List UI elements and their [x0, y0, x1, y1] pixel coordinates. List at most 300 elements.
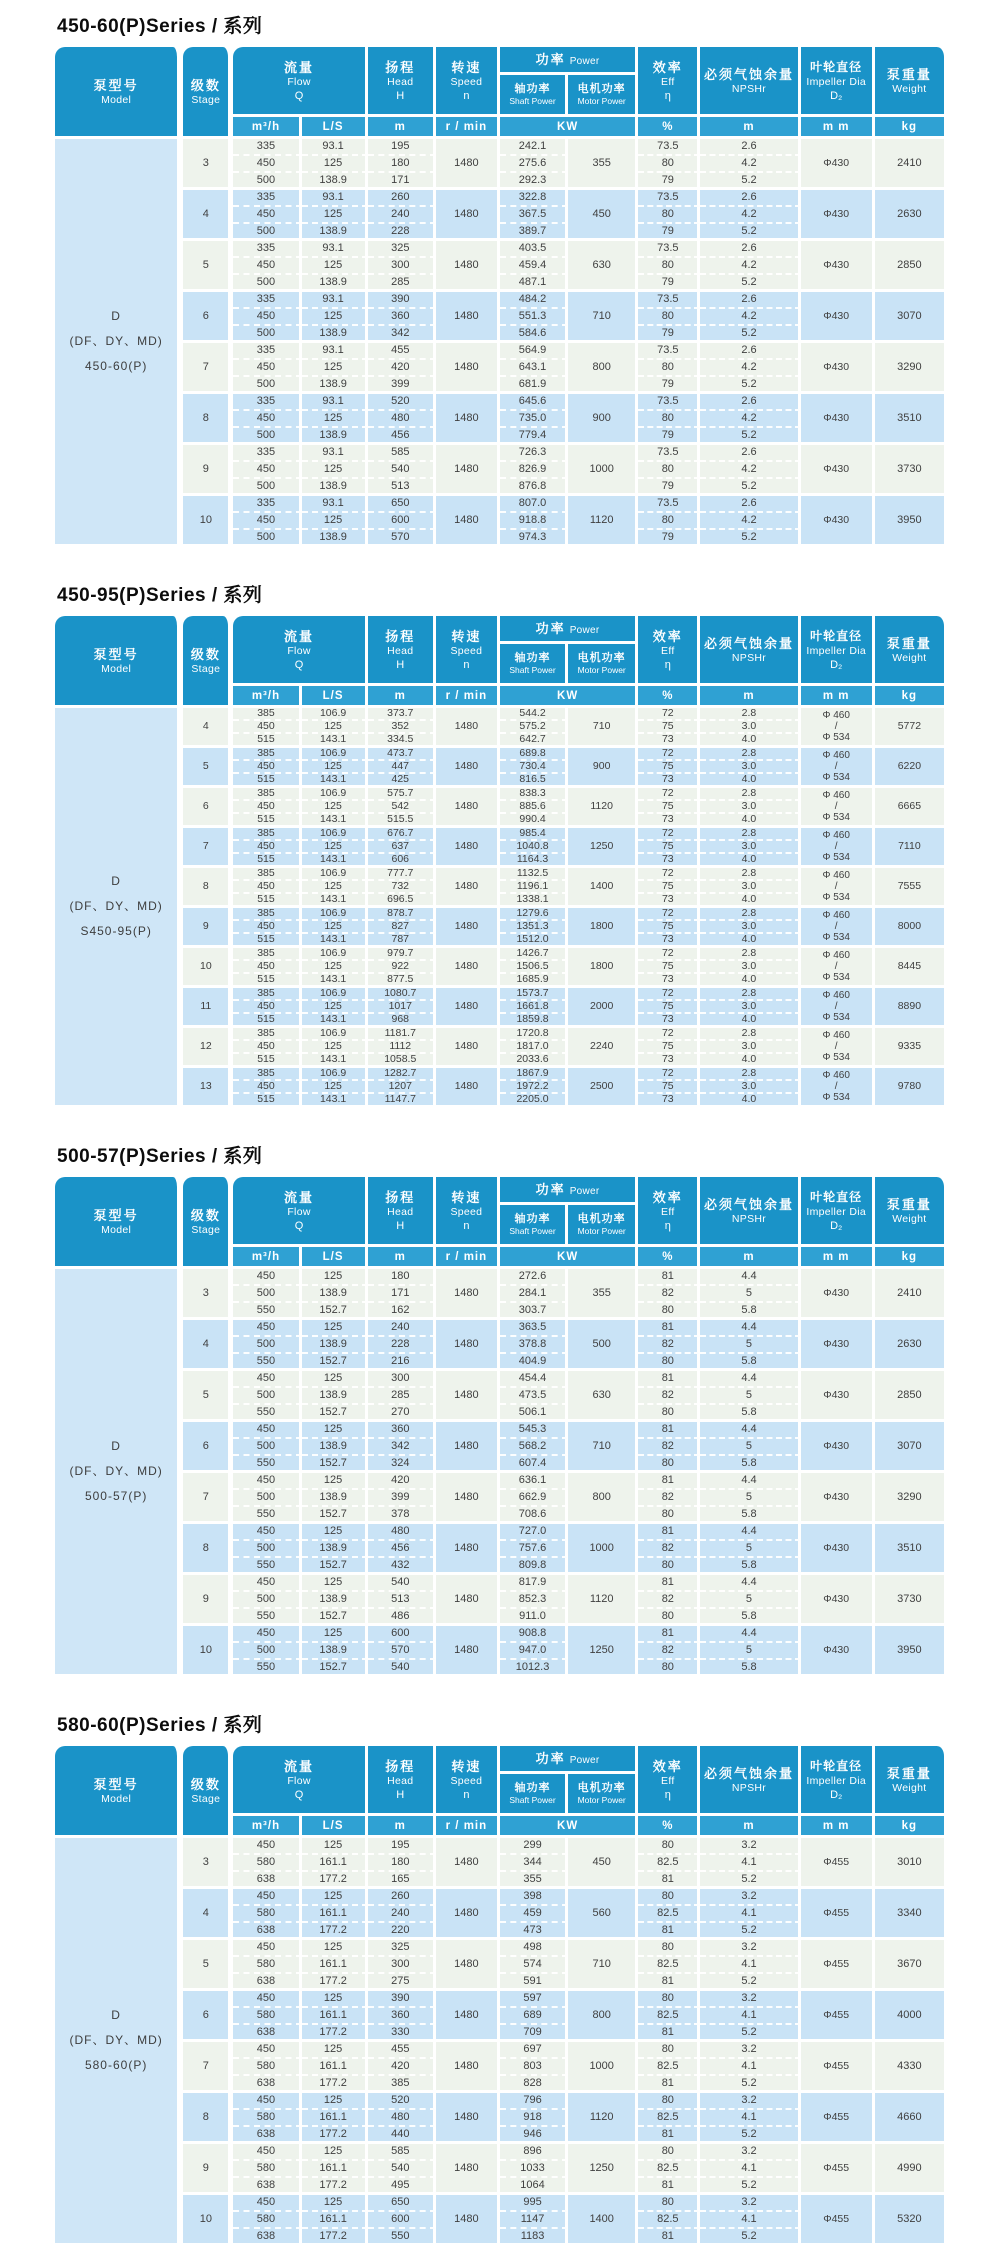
cell-flow-m3h: 450 — [233, 1940, 301, 1957]
cell-npshr: 2.6 — [700, 139, 800, 156]
cell-head: 515.5 — [368, 814, 436, 828]
cell-impeller-dia — [801, 1068, 875, 1108]
cell-shaft-power: 459.4 — [500, 258, 568, 275]
unit-weight-kg: kg — [875, 1247, 947, 1269]
impeller-label-zh: 叶轮直径 — [810, 628, 863, 643]
cell-stage: 8 — [183, 868, 233, 908]
cell-shaft-power: 1338.1 — [500, 894, 568, 908]
cell-head: 425 — [368, 774, 436, 788]
cell-speed: 1480 — [436, 1626, 500, 1677]
model-label-zh: 泵型号 — [93, 1776, 139, 1792]
cell-flow-m3h: 385 — [233, 828, 301, 841]
cell-eff: 73 — [638, 1054, 700, 1068]
cell-flow-m3h: 450 — [233, 961, 301, 974]
cell-eff: 72 — [638, 1028, 700, 1041]
cell-eff: 81 — [638, 1923, 700, 1940]
stage-subrow — [55, 1422, 947, 1439]
cell-head: 285 — [368, 1388, 436, 1405]
cell-flow-ls: 143.1 — [302, 1014, 368, 1028]
cell-head: 637 — [368, 841, 436, 854]
cell-eff: 80 — [638, 1940, 700, 1957]
col-header-eff — [638, 47, 700, 117]
cell-eff: 73 — [638, 814, 700, 828]
cell-head: 1181.7 — [368, 1028, 436, 1041]
cell-shaft-power: 454.4 — [500, 1371, 568, 1388]
cell-head: 440 — [368, 2127, 436, 2144]
cell-shaft-power: 1972.2 — [500, 1081, 568, 1094]
cell-weight: 3070 — [875, 292, 947, 343]
shaft-label-zh: 轴功率 — [514, 652, 551, 664]
col-header-impeller — [801, 616, 875, 686]
cell-flow-m3h: 638 — [233, 1923, 301, 1940]
cell-flow-m3h: 450 — [233, 2144, 301, 2161]
cell-eff: 81 — [638, 1872, 700, 1889]
col-header-weight — [875, 1177, 947, 1247]
cell-npshr: 5.2 — [700, 2025, 800, 2042]
cell-head: 399 — [368, 1490, 436, 1507]
cell-motor-power: 900 — [568, 394, 638, 445]
cell-stage: 5 — [183, 1371, 233, 1422]
cell-motor-power: 1000 — [568, 2042, 638, 2093]
cell-npshr: 3.0 — [700, 1041, 800, 1054]
cell-flow-m3h: 385 — [233, 908, 301, 921]
cell-head: 300 — [368, 1957, 436, 1974]
cell-head: 216 — [368, 1354, 436, 1371]
flow-label-zh: 流量 — [284, 1758, 315, 1774]
cell-flow-m3h: 450 — [233, 411, 301, 428]
speed-label-en: Speed — [450, 644, 483, 657]
cell-eff: 81 — [638, 2178, 700, 2195]
cell-speed: 1480 — [436, 748, 500, 788]
cell-flow-ls: 125 — [302, 881, 368, 894]
cell-shaft-power: 838.3 — [500, 788, 568, 801]
cell-flow-ls: 161.1 — [302, 2161, 368, 2178]
speed-symbol: n — [463, 89, 470, 102]
cell-head: 1058.5 — [368, 1054, 436, 1068]
cell-eff: 79 — [638, 530, 700, 547]
impeller-symbol: D₂ — [830, 658, 843, 671]
cell-shaft-power: 779.4 — [500, 428, 568, 445]
cell-shaft-power: 459 — [500, 1906, 568, 1923]
cell-flow-m3h: 515 — [233, 774, 301, 788]
cell-head: 325 — [368, 1940, 436, 1957]
cell-eff: 75 — [638, 1041, 700, 1054]
unit-power-kw: KW — [500, 1247, 638, 1269]
stage-label-zh: 级数 — [190, 646, 221, 662]
cell-flow-ls: 125 — [302, 1889, 368, 1906]
cell-flow-ls: 161.1 — [302, 2212, 368, 2229]
cell-eff: 81 — [638, 1974, 700, 1991]
flow-label-en: Flow — [287, 75, 311, 88]
cell-impeller-dia — [801, 394, 875, 445]
cell-flow-ls: 143.1 — [302, 774, 368, 788]
cell-flow-m3h: 500 — [233, 275, 301, 292]
cell-head: 600 — [368, 2212, 436, 2229]
cell-motor-power: 1400 — [568, 2195, 638, 2246]
cell-flow-ls: 138.9 — [302, 1592, 368, 1609]
cell-motor-power: 1120 — [568, 2093, 638, 2144]
impeller-line: Φ 460 — [822, 790, 850, 801]
cell-flow-ls: 93.1 — [302, 241, 368, 258]
stage-subrow — [55, 2042, 947, 2059]
weight-label-zh: 泵重量 — [886, 66, 932, 82]
cell-speed: 1480 — [436, 394, 500, 445]
col-header-npshr — [700, 1746, 800, 1816]
cell-flow-m3h: 335 — [233, 343, 301, 360]
cell-stage: 3 — [183, 1838, 233, 1889]
cell-flow-m3h: 450 — [233, 1991, 301, 2008]
impeller-line: Φ455 — [823, 2162, 850, 2174]
cell-speed: 1480 — [436, 1524, 500, 1575]
cell-motor-power: 1120 — [568, 788, 638, 828]
cell-head: 390 — [368, 292, 436, 309]
impeller-line: Φ 460 — [822, 830, 850, 841]
cell-flow-m3h: 450 — [233, 1371, 301, 1388]
cell-shaft-power: 299 — [500, 1838, 568, 1855]
cell-npshr: 5 — [700, 1337, 800, 1354]
cell-motor-power: 2500 — [568, 1068, 638, 1108]
cell-head: 455 — [368, 2042, 436, 2059]
cell-head: 696.5 — [368, 894, 436, 908]
series-section — [55, 1710, 947, 2246]
cell-flow-m3h: 580 — [233, 1957, 301, 1974]
cell-shaft-power: 1183 — [500, 2229, 568, 2246]
impeller-line: Φ 534 — [822, 1052, 850, 1063]
cell-speed: 1480 — [436, 1028, 500, 1068]
cell-flow-m3h: 638 — [233, 2076, 301, 2093]
series-section — [55, 11, 947, 547]
power-label-zh: 功率 — [535, 51, 566, 67]
unit-flow-m3h: m³/h — [233, 686, 301, 708]
cell-flow-ls: 177.2 — [302, 1872, 368, 1889]
cell-shaft-power: 828 — [500, 2076, 568, 2093]
cell-impeller-dia — [801, 868, 875, 908]
col-header-model — [55, 616, 183, 708]
cell-eff: 80 — [638, 1405, 700, 1422]
cell-stage: 7 — [183, 2042, 233, 2093]
cell-flow-ls: 125 — [302, 258, 368, 275]
cell-stage: 10 — [183, 1626, 233, 1677]
cell-weight: 5320 — [875, 2195, 947, 2246]
cell-flow-m3h: 450 — [233, 1320, 301, 1337]
cell-flow-ls: 125 — [302, 921, 368, 934]
stage-subrow — [55, 828, 947, 841]
cell-head: 240 — [368, 1320, 436, 1337]
cell-npshr: 4.1 — [700, 1957, 800, 1974]
cell-eff: 82 — [638, 1337, 700, 1354]
cell-speed: 1480 — [436, 1068, 500, 1108]
cell-eff: 81 — [638, 2076, 700, 2093]
motor-label-zh: 电机功率 — [577, 652, 626, 664]
stage-label-zh: 级数 — [190, 77, 221, 93]
cell-shaft-power: 947.0 — [500, 1643, 568, 1660]
cell-flow-m3h: 335 — [233, 394, 301, 411]
cell-npshr: 5.2 — [700, 1923, 800, 1940]
impeller-line: Φ430 — [823, 1593, 850, 1605]
unit-head-m: m — [368, 1247, 436, 1269]
speed-symbol: n — [463, 658, 470, 671]
cell-npshr: 5.2 — [700, 224, 800, 241]
cell-npshr: 2.8 — [700, 828, 800, 841]
cell-weight: 6220 — [875, 748, 947, 788]
cell-eff: 82 — [638, 1490, 700, 1507]
pump-spec-table — [55, 47, 947, 547]
cell-head: 486 — [368, 1609, 436, 1626]
cell-npshr: 5.2 — [700, 530, 800, 547]
motor-label-zh: 电机功率 — [577, 83, 626, 95]
impeller-line: Φ430 — [823, 310, 850, 322]
cell-motor-power: 1800 — [568, 948, 638, 988]
cell-speed: 1480 — [436, 2144, 500, 2195]
cell-flow-m3h: 500 — [233, 428, 301, 445]
cell-shaft-power: 1164.3 — [500, 854, 568, 868]
flow-symbol: Q — [294, 1219, 304, 1232]
unit-impeller-mm: m m — [801, 1816, 875, 1838]
cell-npshr: 4.1 — [700, 2212, 800, 2229]
cell-flow-ls: 143.1 — [302, 854, 368, 868]
cell-eff: 73.5 — [638, 292, 700, 309]
cell-shaft-power: 242.1 — [500, 139, 568, 156]
cell-npshr: 5 — [700, 1286, 800, 1303]
cell-eff: 80 — [638, 207, 700, 224]
cell-eff: 80 — [638, 411, 700, 428]
cell-head: 570 — [368, 1643, 436, 1660]
cell-npshr: 5.2 — [700, 377, 800, 394]
cell-impeller-dia — [801, 1320, 875, 1371]
cell-flow-m3h: 500 — [233, 224, 301, 241]
col-header-stage — [183, 1746, 233, 1838]
cell-flow-ls: 125 — [302, 1473, 368, 1490]
cell-head: 922 — [368, 961, 436, 974]
cell-shaft-power: 1147 — [500, 2212, 568, 2229]
cell-flow-ls: 152.7 — [302, 1507, 368, 1524]
cell-motor-power: 1120 — [568, 1575, 638, 1626]
cell-shaft-power: 398 — [500, 1889, 568, 1906]
head-label-zh: 扬程 — [385, 59, 416, 75]
flow-label-zh: 流量 — [284, 628, 315, 644]
cell-flow-ls: 143.1 — [302, 974, 368, 988]
cell-head: 447 — [368, 761, 436, 774]
cell-flow-m3h: 638 — [233, 2025, 301, 2042]
impeller-line: Φ455 — [823, 2060, 850, 2072]
cell-head: 600 — [368, 1626, 436, 1643]
cell-flow-ls: 138.9 — [302, 1388, 368, 1405]
cell-shaft-power: 551.3 — [500, 309, 568, 326]
cell-eff: 80 — [638, 462, 700, 479]
cell-shaft-power: 1512.0 — [500, 934, 568, 948]
cell-flow-m3h: 450 — [233, 881, 301, 894]
impeller-line: Φ430 — [823, 259, 850, 271]
cell-shaft-power: 826.9 — [500, 462, 568, 479]
cell-flow-m3h: 385 — [233, 708, 301, 721]
cell-flow-m3h: 550 — [233, 1660, 301, 1677]
cell-head: 1017 — [368, 1001, 436, 1014]
cell-shaft-power: 484.2 — [500, 292, 568, 309]
cell-shaft-power: 807.0 — [500, 496, 568, 513]
cell-eff: 82 — [638, 1643, 700, 1660]
cell-flow-m3h: 550 — [233, 1456, 301, 1473]
unit-flow-ls: L/S — [302, 1247, 368, 1269]
weight-label-en: Weight — [892, 1212, 927, 1225]
cell-flow-m3h: 335 — [233, 496, 301, 513]
cell-stage: 3 — [183, 139, 233, 190]
impeller-label-en: Impeller Dia — [806, 75, 866, 88]
section-title: 450-95(P)Series / 系列 — [57, 585, 263, 606]
cell-head: 540 — [368, 462, 436, 479]
cell-shaft-power: 564.9 — [500, 343, 568, 360]
cell-flow-ls: 125 — [302, 1940, 368, 1957]
cell-impeller-dia — [801, 1524, 875, 1575]
cell-eff: 80 — [638, 1609, 700, 1626]
cell-flow-m3h: 515 — [233, 1014, 301, 1028]
power-label-zh: 功率 — [535, 1181, 566, 1197]
cell-flow-ls: 138.9 — [302, 1337, 368, 1354]
flow-label-en: Flow — [287, 1205, 311, 1218]
cell-weight: 3510 — [875, 394, 947, 445]
stage-label-en: Stage — [191, 1223, 221, 1236]
cell-flow-m3h: 500 — [233, 326, 301, 343]
pump-spec-table — [55, 1746, 947, 2246]
stage-subrow — [55, 292, 947, 309]
impeller-line: Φ455 — [823, 1958, 850, 1970]
model-label-zh: 泵型号 — [93, 77, 139, 93]
cell-npshr: 4.1 — [700, 1906, 800, 1923]
stage-label-en: Stage — [191, 1792, 221, 1805]
cell-shaft-power: 584.6 — [500, 326, 568, 343]
cell-impeller-dia — [801, 1028, 875, 1068]
cell-flow-m3h: 335 — [233, 241, 301, 258]
cell-shaft-power: 662.9 — [500, 1490, 568, 1507]
cell-flow-m3h: 450 — [233, 2042, 301, 2059]
impeller-line: Φ430 — [823, 1389, 850, 1401]
stage-label-en: Stage — [191, 662, 221, 675]
cell-shaft-power: 1040.8 — [500, 841, 568, 854]
cell-head: 180 — [368, 1269, 436, 1286]
cell-npshr: 4.4 — [700, 1320, 800, 1337]
cell-head: 390 — [368, 1991, 436, 2008]
col-header-flow — [233, 1177, 367, 1247]
cell-shaft-power: 809.8 — [500, 1558, 568, 1575]
cell-head: 325 — [368, 241, 436, 258]
cell-head: 732 — [368, 881, 436, 894]
cell-eff: 73 — [638, 1014, 700, 1028]
impeller-line: Φ455 — [823, 2009, 850, 2021]
cell-npshr: 4.0 — [700, 974, 800, 988]
cell-flow-m3h: 450 — [233, 1626, 301, 1643]
cell-flow-ls: 138.9 — [302, 275, 368, 292]
cell-head: 432 — [368, 1558, 436, 1575]
cell-weight: 3950 — [875, 1626, 947, 1677]
cell-flow-m3h: 515 — [233, 974, 301, 988]
stage-subrow — [55, 948, 947, 961]
cell-motor-power: 450 — [568, 1838, 638, 1889]
model-line: D — [111, 2008, 121, 2022]
cell-flow-ls: 152.7 — [302, 1405, 368, 1422]
cell-npshr: 3.2 — [700, 2144, 800, 2161]
cell-shaft-power: 403.5 — [500, 241, 568, 258]
cell-flow-m3h: 385 — [233, 868, 301, 881]
unit-impeller-mm: m m — [801, 1247, 875, 1269]
unit-flow-ls: L/S — [302, 1816, 368, 1838]
motor-label-zh: 电机功率 — [577, 1782, 626, 1794]
unit-eff-pct: % — [638, 1247, 700, 1269]
cell-head: 540 — [368, 2161, 436, 2178]
cell-head: 1282.7 — [368, 1068, 436, 1081]
impeller-line: / — [834, 921, 838, 932]
cell-head: 240 — [368, 207, 436, 224]
cell-speed: 1480 — [436, 948, 500, 988]
cell-eff: 80 — [638, 309, 700, 326]
cell-head: 575.7 — [368, 788, 436, 801]
cell-flow-ls: 125 — [302, 1575, 368, 1592]
cell-flow-m3h: 580 — [233, 2008, 301, 2025]
cell-speed: 1480 — [436, 1991, 500, 2042]
cell-flow-ls: 143.1 — [302, 934, 368, 948]
cell-flow-m3h: 450 — [233, 841, 301, 854]
cell-head: 650 — [368, 496, 436, 513]
impeller-line: Φ 460 — [822, 1030, 850, 1041]
cell-npshr: 2.6 — [700, 292, 800, 309]
cell-head: 777.7 — [368, 868, 436, 881]
col-header-speed — [436, 1177, 500, 1247]
weight-label-en: Weight — [892, 1781, 927, 1794]
cell-eff: 81 — [638, 2229, 700, 2246]
eff-label-zh: 效率 — [652, 628, 683, 644]
cell-shaft-power: 355 — [500, 1872, 568, 1889]
cell-impeller-dia — [801, 1575, 875, 1626]
cell-impeller-dia — [801, 190, 875, 241]
cell-head: 270 — [368, 1405, 436, 1422]
cell-shaft-power: 816.5 — [500, 774, 568, 788]
cell-eff: 80 — [638, 2042, 700, 2059]
npshr-label-en: NPSHr — [731, 1212, 767, 1225]
cell-npshr: 5.2 — [700, 1974, 800, 1991]
cell-flow-m3h: 335 — [233, 445, 301, 462]
cell-npshr: 5.2 — [700, 2076, 800, 2093]
eff-label-en: Eff — [661, 75, 675, 88]
power-label — [500, 1750, 635, 1768]
col-header-impeller — [801, 1177, 875, 1247]
impeller-symbol: D₂ — [830, 89, 843, 102]
cell-eff: 81 — [638, 1524, 700, 1541]
cell-npshr: 4.0 — [700, 1014, 800, 1028]
cell-speed: 1480 — [436, 1575, 500, 1626]
table-header — [55, 47, 947, 139]
cell-stage: 9 — [183, 2144, 233, 2195]
cell-speed: 1480 — [436, 908, 500, 948]
motor-label-en: Motor Power — [577, 1795, 626, 1805]
cell-stage: 5 — [183, 241, 233, 292]
cell-flow-ls: 138.9 — [302, 377, 368, 394]
cell-npshr: 3.0 — [700, 1001, 800, 1014]
unit-flow-m3h: m³/h — [233, 1247, 301, 1269]
stage-subrow — [55, 139, 947, 156]
cell-flow-ls: 106.9 — [302, 1028, 368, 1041]
cell-npshr: 5 — [700, 1541, 800, 1558]
cell-flow-m3h: 515 — [233, 814, 301, 828]
cell-shaft-power: 591 — [500, 1974, 568, 1991]
header-row-groups — [55, 1177, 947, 1205]
cell-head: 455 — [368, 343, 436, 360]
cell-shaft-power: 681.9 — [500, 377, 568, 394]
cell-npshr: 4.2 — [700, 462, 800, 479]
cell-speed: 1480 — [436, 445, 500, 496]
head-symbol: H — [396, 1788, 405, 1801]
cell-eff: 73.5 — [638, 343, 700, 360]
cell-npshr: 3.2 — [700, 1889, 800, 1906]
stage-subrow — [55, 748, 947, 761]
cell-stage: 4 — [183, 1889, 233, 1940]
